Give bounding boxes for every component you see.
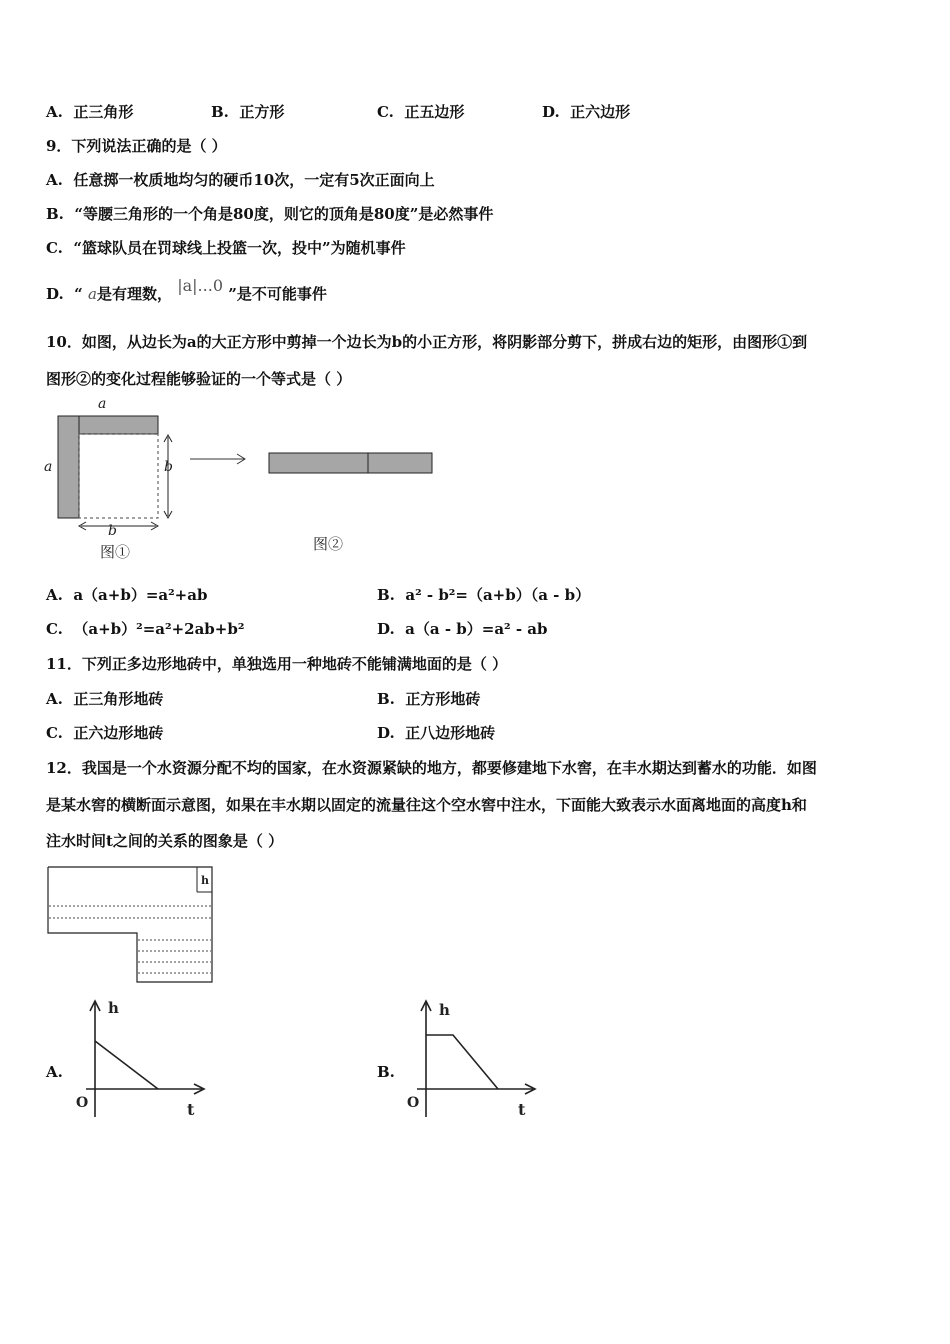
q10-option-b xyxy=(377,586,590,604)
q9-stem: 9．下列说法正确的是（ ） xyxy=(46,137,227,155)
option-label: C. xyxy=(377,103,394,121)
axis-label-h: h xyxy=(108,999,119,1017)
option-label: D. xyxy=(377,620,395,638)
option-text: a² - b²=（a+b）（a - b） xyxy=(405,586,591,604)
q10-stem-line2: 图形②的变化过程能够验证的一个等式是（ ） xyxy=(46,370,352,388)
label-b-bottom: b xyxy=(108,523,117,539)
option-label: C. xyxy=(46,620,63,638)
q8-option-d xyxy=(542,103,630,121)
option-text: 正五边形 xyxy=(404,103,465,121)
graph-line xyxy=(426,1035,498,1089)
q9-option-d xyxy=(46,276,327,303)
option-label: A. xyxy=(46,171,63,189)
option-label: D. xyxy=(542,103,560,121)
shaded-rectangle-left xyxy=(269,453,368,473)
option-text: 正方形 xyxy=(239,103,285,121)
q11-option-c xyxy=(46,724,163,742)
label-b-right: b xyxy=(164,459,173,475)
option-label: B. xyxy=(377,690,395,708)
q12-stem-line2: 是某水窖的横断面示意图，如果在丰水期以固定的流量往这个空水窖中注水，下面能大致表示水面离地面的高度h和 xyxy=(46,796,807,814)
q10-stem-line1: 10．如图，从边长为a的大正方形中剪掉一个边长为b的小正方形，将阴影部分剪下，拼成右边的矩形，由图形①到 xyxy=(46,333,808,351)
option-label: A. xyxy=(46,586,63,604)
axis-label-t: t xyxy=(518,1100,526,1119)
diagram-h-label: h xyxy=(201,874,209,887)
option-text: “篮球队员在罚球线上投篮一次，投中”为随机事件 xyxy=(73,239,406,257)
option-label: B. xyxy=(377,586,395,604)
axis-label-h: h xyxy=(439,1001,450,1019)
option-text: 正三角形地砖 xyxy=(73,690,164,708)
figure-2-caption: 图② xyxy=(313,535,344,553)
option-label: A. xyxy=(46,103,63,121)
q11-option-d xyxy=(377,724,495,742)
graph-a xyxy=(70,995,230,1125)
q10-option-a xyxy=(46,586,207,604)
option-text: 是有理数， xyxy=(96,285,172,303)
q11-option-a xyxy=(46,690,163,708)
graph-line xyxy=(95,1041,158,1089)
option-text: a（a - b）=a² - ab xyxy=(405,620,548,638)
option-text: 任意掷一枚质地均匀的硬币10次，一定有5次正面向上 xyxy=(73,171,435,189)
origin-label: O xyxy=(407,1095,420,1111)
variable-a: a xyxy=(88,285,97,303)
option-text: （a+b）²=a²+2ab+b² xyxy=(73,620,245,638)
option-text: 正六边形地砖 xyxy=(73,724,164,742)
figure-1-caption: 图① xyxy=(100,543,131,561)
q8-option-c xyxy=(377,103,464,121)
shaded-rectangle-right xyxy=(368,453,432,473)
q11-stem: 11．下列正多边形地砖中，单独选用一种地砖不能铺满地面的是（ ） xyxy=(46,655,508,673)
q12-stem-line3: 注水时间t之间的关系的图象是（ ） xyxy=(46,832,284,850)
option-text: 正方形地砖 xyxy=(405,690,481,708)
q8-option-b xyxy=(211,103,284,121)
q10-option-c xyxy=(46,620,244,638)
option-label: C. xyxy=(46,724,63,742)
option-label: B. xyxy=(211,103,229,121)
q10-option-d xyxy=(377,620,548,638)
option-label: A. xyxy=(46,690,63,708)
option-label: D. xyxy=(377,724,395,742)
option-label: D. xyxy=(46,285,64,303)
removed-small-square xyxy=(79,434,158,518)
option-label: C. xyxy=(46,239,63,257)
q9-option-a xyxy=(46,171,435,189)
q12-option-b-label: B. xyxy=(377,1063,395,1081)
q10-figure xyxy=(40,395,460,565)
option-text-end: ”是不可能事件 xyxy=(228,285,327,303)
q8-option-a xyxy=(46,103,133,121)
shaded-top-strip xyxy=(79,416,158,434)
water-cellar-diagram xyxy=(44,862,224,987)
q12-stem-line1: 12．我国是一个水资源分配不均的国家，在水资源紧缺的地方，都要修建地下水窖，在丰水期达到蓄水的功能．如图 xyxy=(46,759,817,777)
option-text: “等腰三角形的一个角是80度，则它的顶角是80度”是必然事件 xyxy=(74,205,494,223)
label-a-left: a xyxy=(44,459,53,475)
option-label: B. xyxy=(46,205,64,223)
q12-option-a-label: A. xyxy=(46,1063,63,1081)
origin-label: O xyxy=(76,1095,89,1111)
cellar-outline xyxy=(48,867,212,982)
q9-option-b xyxy=(46,205,493,223)
graph-b xyxy=(401,995,561,1125)
option-text: 正六边形 xyxy=(570,103,631,121)
label-a-top: a xyxy=(98,396,107,412)
q11-option-b xyxy=(377,690,480,708)
option-text: 正三角形 xyxy=(73,103,134,121)
option-text: a（a+b）=a²+ab xyxy=(73,586,208,604)
abs-expression: |a|...0 xyxy=(177,276,223,295)
quote-open: “ xyxy=(74,285,83,303)
shaded-left-strip xyxy=(58,416,79,518)
axis-label-t: t xyxy=(187,1100,195,1119)
option-text: 正八边形地砖 xyxy=(405,724,496,742)
q9-option-c xyxy=(46,239,406,257)
